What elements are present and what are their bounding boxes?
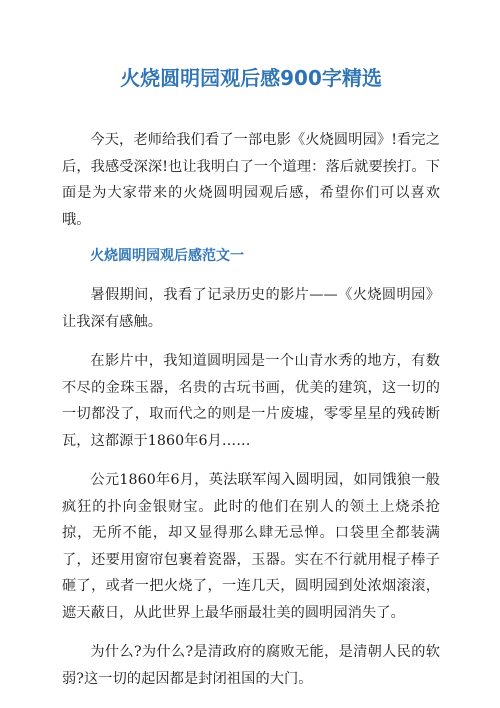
body-paragraph-2: 在影片中，我知道圆明园是一个山青水秀的地方，有数不尽的金珠玉器，名贵的古玩书画，优美的建筑，这一切的一切都没了，取而代之的则是一片废墟，零零星星的残砖断瓦，这都源于1860年6月……	[62, 353, 440, 449]
section-title: 火烧圆明园观后感范文一	[90, 248, 244, 264]
document-title: 火烧圆明园观后感900字精选	[120, 66, 382, 90]
body-paragraph-1: 暑假期间，我看了记录历史的影片——《火烧圆明园》让我深有感触。	[62, 287, 440, 330]
body-paragraph-4: 为什么?为什么?是清政府的腐败无能，是清朝人民的软弱?这一切的起因都是封闭祖国的大门。	[62, 644, 440, 687]
intro-paragraph: 今天，老师给我们看了一部电影《火烧圆明园》!看完之后，我感受深深!也让我明白了一个道理：落后就要挨打。下面是为大家带来的火烧圆明园观后感，希望你们可以喜欢哦。	[62, 132, 440, 228]
body-paragraph-3: 公元1860年6月，英法联军闯入圆明园，如同饿狼一般疯狂的扑向金银财宝。此时的他们在别人的领土上烧杀抢掠，无所不能，却又显得那么肆无忌惮。口袋里全都装满了，还要用窗帘包裹着瓷器，玉器。实在不行就用棍子棒子砸了，或者一把火烧了，一连几天，圆明园到处浓烟滚滚，遮天蔽日，从此世界上最华丽最壮美的圆明园消失了。	[62, 472, 440, 621]
